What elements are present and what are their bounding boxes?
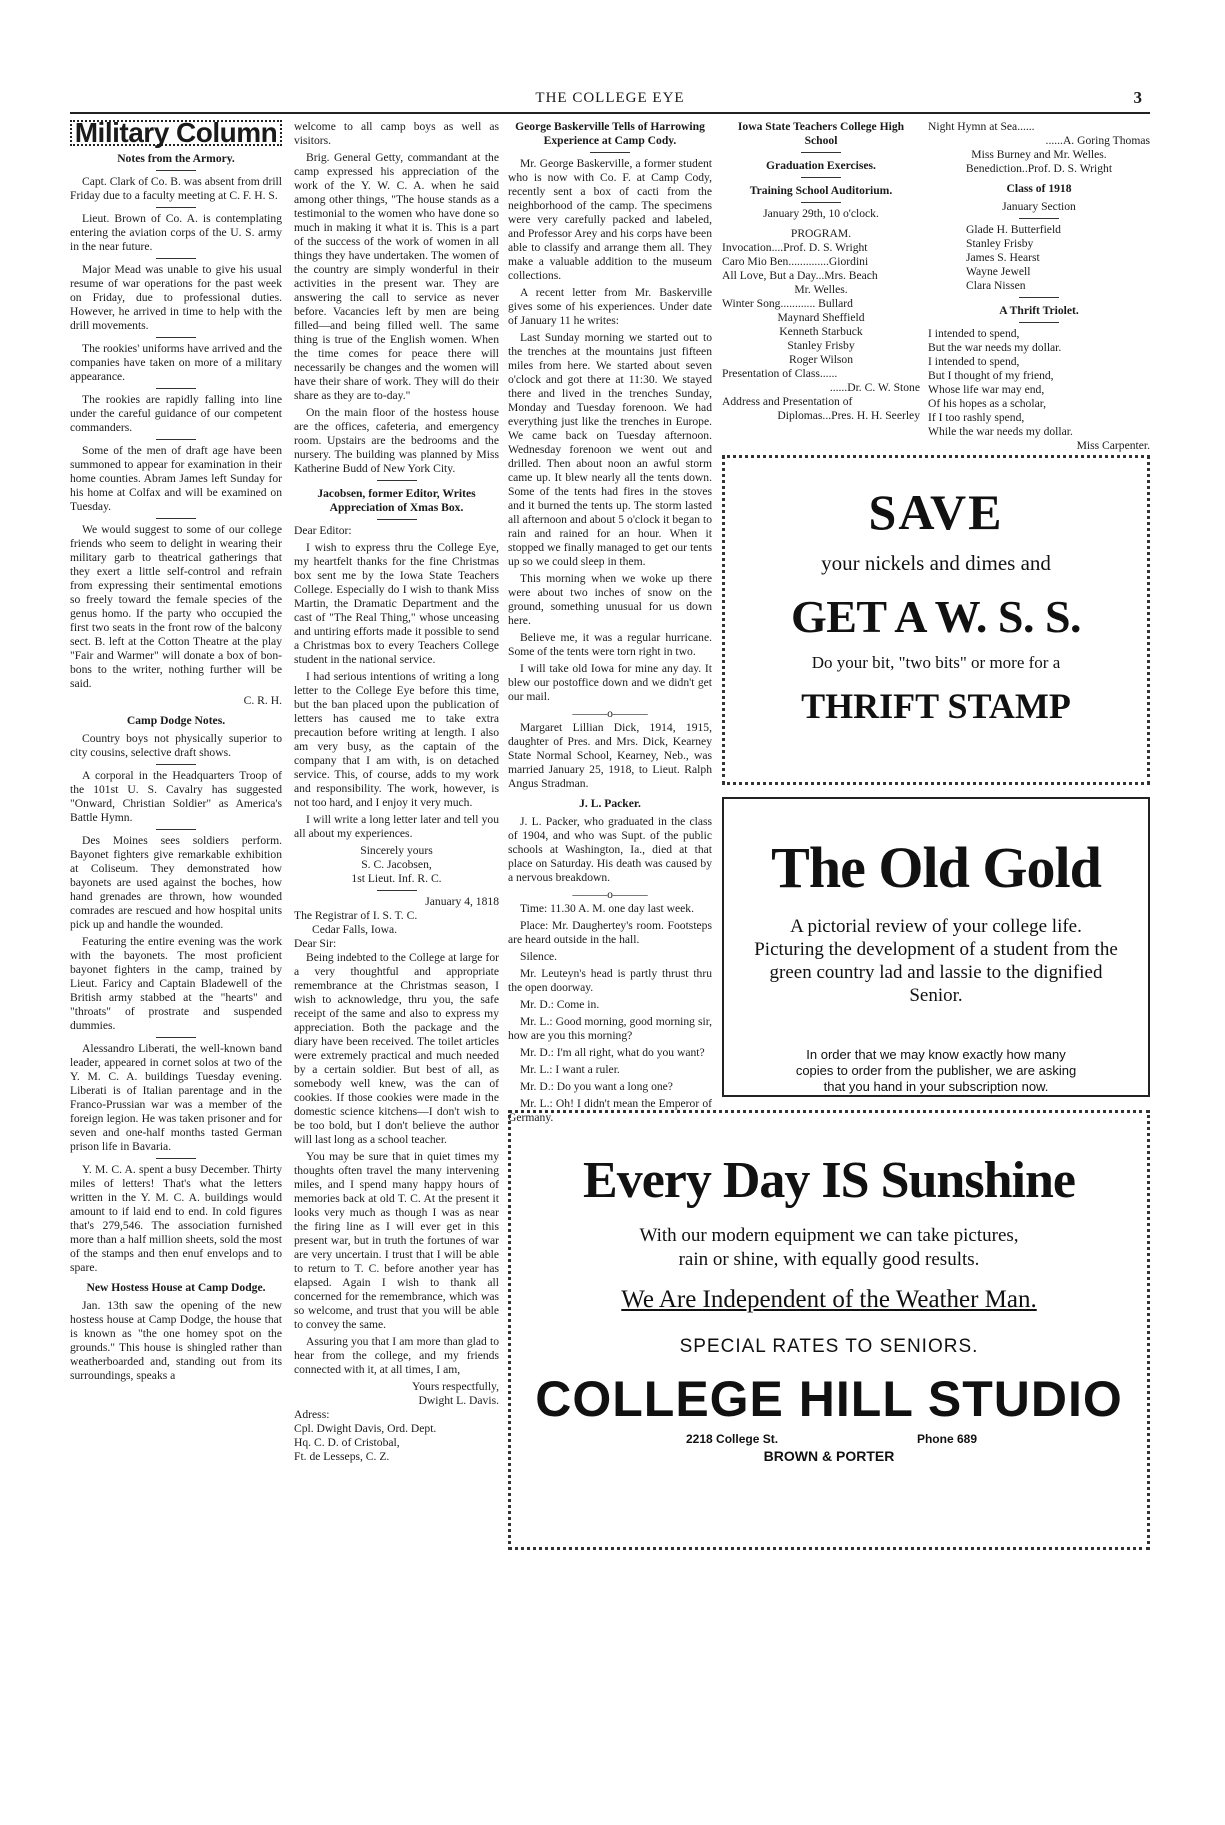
baskerville-paragraph: Last Sunday morning we started out to the trenches at the mountains just fifteen miles from here. We started about seven o'clock and got there at 11:30. We stayed there and lived in the trenches Sunday, Monday and Tuesday forenoon. We had everything just like the trenches in Europe. We came back on Tuesday afternoon. Wednesday forenoon we went out and drilled. Then about noon an awful storm came up. It blew nearly all the tents down. Some of the tents had fires in the stoves and it burned the tents up. The storm lasted all afternoon and about 5 o'clock it began to rain and rained for an hour. When it stopped we finally managed to get our tents up so we could sleep in them. xyxy=(508,331,712,568)
camp-dodge-heading: Camp Dodge Notes. xyxy=(126,714,226,727)
jacobsen-closing: Sincerely yours xyxy=(360,844,433,857)
davis-address-line: Ft. de Lesseps, C. Z. xyxy=(294,1450,390,1463)
triolet-line: I intended to spend, xyxy=(928,355,1020,368)
program-line: Miss Burney and Mr. Welles. xyxy=(971,148,1107,161)
triolet-author: Miss Carpenter. xyxy=(1076,439,1150,452)
program-line: Caro Mio Ben..............Giordini xyxy=(722,255,869,268)
thrift-stamp-ad xyxy=(722,455,1150,785)
dick-paragraph: Margaret Lillian Dick, 1914, 1915, daughter of Pres. and Mrs. Dick, Kearney State Normal School, Kearney, Neb., was married January 25, 1918, to Lieut. Ralph Angus Stradman. xyxy=(508,721,712,790)
program-line: ......A. Goring Thomas xyxy=(1045,134,1150,147)
jacobsen-paragraph: I will write a long letter later and tell you all about my experiences. xyxy=(294,813,499,840)
play-line: Mr. D.: I'm all right, what do you want? xyxy=(520,1046,705,1059)
armory-paragraph: Lieut. Brown of Co. A. is contemplating entering the aviation corps of the U. S. army in the near future. xyxy=(70,212,282,253)
dodge-paragraph: Y. M. C. A. spent a busy December. Thirty miles of letters! That's what the letters written in the Y. M. C. A. buildings would amount to if laid end to end. In cold figures that's 279,546. The association furnished more than a half million sheets, sold the most of the stamps and then enuf envelops and to spare. xyxy=(70,1163,282,1274)
divider xyxy=(156,518,196,519)
program-line: Benediction..Prof. D. S. Wright xyxy=(965,162,1113,175)
separator: ———o——— xyxy=(572,707,648,720)
baskerville-heading: George Baskerville Tells of Harrowing Experience at Camp Cody. xyxy=(515,120,705,147)
dodge-paragraph: Featuring the entire evening was the work with the bayonets. The most proficient bayonet fighters in the camp, trained by Lieut. Faricy and Captain Bladewell of the British army stabbed at the "hearts" and "throats" of prostrate and suspended dummies. xyxy=(70,935,282,1032)
play-line: Silence. xyxy=(520,950,558,963)
armory-paragraph: Major Mead was unable to give his usual resume of war operations for the past week on Friday, due to professional duties. However, he arrived in time to help with the drill movements. xyxy=(70,263,282,332)
ad-save-wss: GET A W. S. S. xyxy=(790,591,1082,642)
column-5 xyxy=(928,120,1150,453)
divider xyxy=(801,177,841,178)
column-2 xyxy=(294,120,499,1464)
davis-paragraph: You may be sure that in quiet times my thoughts often travel the many intervening miles, and I spend many happy hours of memories back at old T. C. At the present it looks very much as though I was as near the firing line as I will ever get in this present war, but in truth the fortunes of war are very uncertain. I trust that I will be able to return to T. C. before another year has elapsed. Again I wish to thank all concerned for the remembrance, which was so welcome, and trust that you will be able to convey the same. xyxy=(294,1150,499,1331)
divider xyxy=(1019,297,1059,298)
class-heading: Class of 1918 xyxy=(1006,182,1072,195)
divider xyxy=(156,388,196,389)
triolet-line: But I thought of my friend, xyxy=(928,369,1054,382)
baskerville-paragraph: I will take old Iowa for mine any day. It blew our postoffice down and we didn't get our mail. xyxy=(508,662,712,703)
dodge-paragraph: Country boys not physically superior to city cousins, selective draft shows. xyxy=(70,732,282,759)
davis-paragraph: Assuring you that I am more than glad to hear from the college, and my friends connected with it, at all times, I am, xyxy=(294,1335,499,1376)
column-3 xyxy=(508,120,712,1128)
old-gold-text: A pictorial review of your college life. Picturing the development of a student from the green country lad and lassie to the dignified Senior. xyxy=(754,916,1118,1006)
divider xyxy=(156,1158,196,1159)
military-column-title: Military Column xyxy=(74,117,278,148)
class-name: Stanley Frisby xyxy=(966,237,1034,250)
studio-headline: Every Day IS Sunshine xyxy=(583,1152,1075,1209)
divider xyxy=(156,170,196,171)
divider xyxy=(590,152,630,153)
baskerville-paragraph: This morning when we woke up there were about two inches of snow on the ground, something unusual for us down here. xyxy=(508,572,712,627)
armory-paragraph: The rookies are rapidly falling into line under the careful guidance of our competent commanders. xyxy=(70,393,282,434)
hostess-continued: Brig. General Getty, commandant at the camp expressed his appreciation of the work of the Y. W. C. A. when he said among other things, "The house stands as a testimonial to the women who have done so much in making it what it is. This is a part of the success of the work of women in all things they have undertaken. The women of the country are simply wonderful in their activities in the present war. They are answering the call to service as never before. Vacancies left by men are being filled—and being filled well. The same thing is true of the English women. When the time comes for peace there will necessarily be changes and the women will have their share of work. They will do their share as they are to-day." xyxy=(294,151,499,402)
play-line: Mr. L.: Oh! I didn't mean the Emperor of Germany. xyxy=(508,1097,712,1124)
armory-heading: Notes from the Armory. xyxy=(117,152,235,165)
divider xyxy=(1019,218,1059,219)
studio-address: 2218 College St. xyxy=(686,1432,779,1446)
armory-paragraph: Some of the men of draft age have been summoned to appear for examination in their home counties. Abram James left Sunday for his home at Colfax and will be examined on Tuesday. xyxy=(70,444,282,513)
jacobsen-salutation: Dear Editor: xyxy=(294,524,352,537)
studio-name: COLLEGE HILL STUDIO xyxy=(535,1371,1123,1427)
divider xyxy=(377,519,417,520)
studio-contact xyxy=(686,1432,977,1446)
old-gold-subscription-note: In order that we may know exactly how many copies to order from the publisher, we are asking that you hand in your subscription now. xyxy=(795,1047,1077,1094)
davis-salutation: Dear Sir: xyxy=(294,937,337,950)
college-hill-studio-ad xyxy=(508,1110,1150,1550)
studio-phone: Phone 689 xyxy=(916,1432,977,1446)
hostess-paragraph: Jan. 13th saw the opening of the new hostess house at Camp Dodge, the house that is known as "the one homey spot on the grounds." This house is shingled rather than weatherboarded and, standing out from its surroundings, speaks a xyxy=(70,1299,282,1382)
play-line: Mr. L.: Good morning, good morning sir, how are you this morning? xyxy=(508,1015,712,1042)
column-4 xyxy=(722,120,920,423)
armory-paragraph: We would suggest to some of our college friends who seem to delight in wearing their military garb to theatrical gatherings that they exert a little self-control and refrain from expressing their sentimental emotions so freely toward the female species of the genus homo. If the party who occupied the first two seats in the front row of the balcony sect. B. left at the Cotton Theatre at the play "Fair and Warmer" will donate a box of bon-bons to the writer, nothing further will be said. xyxy=(70,523,282,690)
divider xyxy=(156,829,196,830)
divider xyxy=(377,480,417,481)
play-line: Mr. D.: Do you want a long one? xyxy=(520,1080,673,1093)
baskerville-paragraph: Believe me, it was a regular hurricane. Some of the tents were torn right in two. xyxy=(508,631,712,658)
old-gold-title: The Old Gold xyxy=(771,835,1101,900)
separator: ———o——— xyxy=(572,888,648,901)
program-line: Invocation....Prof. D. S. Wright xyxy=(722,241,868,254)
class-name: Clara Nissen xyxy=(966,279,1026,292)
dodge-paragraph: Des Moines sees soldiers perform. Bayonet fighters give remarkable exhibition at Coliseum. They demonstrated how bayonets are used against the boches, how hand grenades are thrown, how wounded comrades are rescued and how hospital units pick up and handle the wounded. xyxy=(70,834,282,931)
old-gold-ad xyxy=(722,797,1150,1097)
auditorium-heading: Training School Auditorium. xyxy=(749,184,893,197)
program-line: Mr. Welles. xyxy=(794,283,848,296)
program-line: Presentation of Class...... xyxy=(722,367,838,380)
ad-save-line: Do your bit, "two bits" or more for a xyxy=(811,653,1061,672)
program-label: PROGRAM. xyxy=(790,227,852,240)
dodge-paragraph: Alessandro Liberati, the well-known band leader, appeared in cornet solos at two of the Y. M. C. A. buildings Tuesday evening. Liberati is of Italian parentage and in the Franco-Prussian war was a member of the foreign legion. He was taken prisoner and for seven and one-half months tasted German prison life in Bavaria. xyxy=(70,1042,282,1153)
divider xyxy=(156,258,196,259)
divider xyxy=(156,337,196,338)
page-header xyxy=(70,88,1150,114)
studio-weather-line: We Are Independent of the Weather Man. xyxy=(621,1286,1037,1313)
divider xyxy=(156,764,196,765)
page-number: 3 xyxy=(1133,88,1142,107)
packer-heading: J. L. Packer. xyxy=(579,797,641,810)
divider xyxy=(801,202,841,203)
triolet-heading: A Thrift Triolet. xyxy=(999,304,1079,317)
triolet-line: Whose life war may end, xyxy=(928,383,1045,396)
jacobsen-paragraph: I wish to express thru the College Eye, my heartfelt thanks for the fine Christmas box sent me by the Iowa State Teachers College. Especially do I wish to thank Miss Martin, the Dramatic Department and the cast of "The Real Thing," whose unceasing and untiring efforts made it possible to send a Christmas box to every Teachers College student in the national service. xyxy=(294,541,499,666)
program-line: Stanley Frisby xyxy=(787,339,855,352)
triolet-line: If I too rashly spend, xyxy=(928,411,1025,424)
divider xyxy=(801,152,841,153)
program-line: All Love, But a Day...Mrs. Beach xyxy=(722,269,878,282)
jacobsen-rank: 1st Lieut. Inf. R. C. xyxy=(351,872,442,885)
high-school-heading: Iowa State Teachers College High School xyxy=(737,120,905,147)
program-line: Maynard Sheffield xyxy=(777,311,865,324)
ad-save-line: your nickels and dimes and xyxy=(821,551,1051,575)
letter-date: January 4, 1818 xyxy=(425,895,499,908)
packer-paragraph: J. L. Packer, who graduated in the class of 1904, and who was Supt. of the public schools at Washington, Ia., died at that place on Saturday. His death was caused by a nervous breakdown. xyxy=(508,815,712,884)
davis-address-line: Hq. C. D. of Cristobal, xyxy=(294,1436,400,1449)
play-line: Mr. Leuteyn's head is partly thrust thru the open doorway. xyxy=(508,967,712,994)
baskerville-paragraph: A recent letter from Mr. Baskerville gives some of his experiences. Under date of January 11 he writes: xyxy=(508,286,712,327)
hostess-continued: welcome to all camp boys as well as visitors. xyxy=(294,120,499,147)
program-line: Address and Presentation of xyxy=(722,395,853,408)
ad-save-headline: SAVE xyxy=(868,484,1004,540)
divider xyxy=(156,439,196,440)
hostess-continued: On the main floor of the hostess house are the offices, cafeteria, and emergency room. Upstairs are the bedrooms and the nursery. The building was planned by Miss Katherine Budd of New York City. xyxy=(294,406,499,475)
armory-signature: C. R. H. xyxy=(243,694,282,707)
play-line: Time: 11.30 A. M. one day last week. xyxy=(520,902,695,915)
class-name: James S. Hearst xyxy=(966,251,1040,264)
divider xyxy=(156,207,196,208)
davis-signature: Dwight L. Davis. xyxy=(418,1394,499,1407)
jacobsen-paragraph: I had serious intentions of writing a long letter to the College Eye before this time, but the ban placed upon the publication of letters has caused me to take extra precaution before writing at length. I also am very busy, as the captain of the company that I am with, is on detached service. This, of course, adds to my work and responsibility. The work, however, is not too hard, and I enjoy it very much. xyxy=(294,670,499,809)
davis-address-line: Adress: xyxy=(294,1408,330,1421)
studio-text: With our modern equipment we can take pictures, rain or shine, with equally good results. xyxy=(639,1225,1019,1270)
running-title: THE COLLEGE EYE xyxy=(535,90,685,106)
studio-rates: SPECIAL RATES TO SENIORS. xyxy=(679,1336,979,1357)
military-column-banner xyxy=(70,117,282,148)
program-line: ......Dr. C. W. Stone xyxy=(829,381,920,394)
jacobsen-heading: Jacobsen, former Editor, Writes Appreciation of Xmas Box. xyxy=(317,487,476,514)
baskerville-paragraph: Mr. George Baskerville, a former student who is now with Co. F. at Camp Cody, recently sent a box of cacti from the neighborhood of the camp. The specimens were very carefully packed and labeled, and Professor Arey and his corps have been able to classify and arrange them all. They make a valuable addition to the museum collections. xyxy=(508,157,712,282)
studio-proprietors: BROWN & PORTER xyxy=(763,1448,895,1464)
letter-address: Cedar Falls, Iowa. xyxy=(312,923,398,936)
program-line: Roger Wilson xyxy=(788,353,854,366)
graduation-date: January 29th, 10 o'clock. xyxy=(763,207,879,220)
davis-address-line: Cpl. Dwight Davis, Ord. Dept. xyxy=(294,1422,437,1435)
program-line: Winter Song............ Bullard xyxy=(722,297,853,310)
armory-paragraph: Capt. Clark of Co. B. was absent from drill Friday due to a faculty meeting at C. F. H. S. xyxy=(70,175,282,202)
program-line: Kenneth Starbuck xyxy=(779,325,863,338)
jacobsen-signature: S. C. Jacobsen, xyxy=(361,858,432,871)
ad-save-thrift-stamp: THRIFT STAMP xyxy=(801,686,1071,726)
armory-paragraph: The rookies' uniforms have arrived and the companies have taken on more of a military appearance. xyxy=(70,342,282,383)
triolet-line: I intended to spend, xyxy=(928,327,1020,340)
triolet-line: But the war needs my dollar. xyxy=(928,341,1062,354)
hostess-house-heading: New Hostess House at Camp Dodge. xyxy=(86,1281,266,1294)
play-line: Mr. D.: Come in. xyxy=(520,998,600,1011)
class-subheading: January Section xyxy=(1002,200,1076,213)
program-line: Night Hymn at Sea...... xyxy=(928,120,1035,133)
play-line: Mr. L.: I want a ruler. xyxy=(520,1063,620,1076)
letter-address: The Registrar of I. S. T. C. xyxy=(294,909,418,922)
play-line: Place: Mr. Daughertey's room. Footsteps are heard outside in the hall. xyxy=(508,919,712,946)
dodge-paragraph: A corporal in the Headquarters Troop of the 101st U. S. Cavalry has suggested "Onward, Christian Soldier" as America's Battle Hymn. xyxy=(70,769,282,824)
graduation-heading: Graduation Exercises. xyxy=(766,159,876,172)
class-name: Glade H. Butterfield xyxy=(966,223,1061,236)
davis-paragraph: Being indebted to the College at large for a very thoughtful and appropriate remembrance at the Christmas season, I wish to acknowledge, thru you, the safe receipt of the same and also to express my appreciation. Both the package and the diary have been received. The toilet articles were extremely practical and much needed by a certain soldier. But best of all, as somebody well knew, was the can of cookies. If those cookies were made in the domestic science kitchens—I don't wish to be too bold, but I don't believe the author will last long as a school teacher. xyxy=(294,951,499,1146)
triolet-line: While the war needs my dollar. xyxy=(928,425,1073,438)
divider xyxy=(156,1037,196,1038)
divider xyxy=(1019,322,1059,323)
column-1 xyxy=(70,117,282,1386)
davis-closing: Yours respectfully, xyxy=(412,1380,499,1393)
triolet-line: Of his hopes as a scholar, xyxy=(928,397,1047,410)
class-name: Wayne Jewell xyxy=(966,265,1031,278)
divider xyxy=(377,890,417,891)
program-line: Diplomas...Pres. H. H. Seerley xyxy=(777,409,920,422)
